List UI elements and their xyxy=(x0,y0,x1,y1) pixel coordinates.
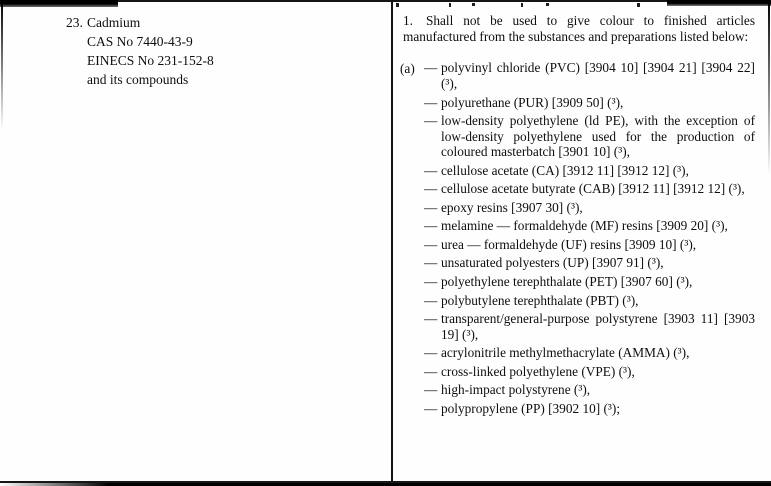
list-item xyxy=(403,255,755,271)
cas-number: CAS No 7440-43-9 xyxy=(87,33,193,49)
list-item-text: unsaturated polyesters (UP) [3907 91] (³), xyxy=(441,255,664,271)
compounds-note: and its compounds xyxy=(87,71,189,87)
list-item xyxy=(403,382,755,398)
substance-column xyxy=(2,0,391,90)
list-item xyxy=(403,274,755,290)
list-item-text: transparent/general-purpose polystyrene [3903 11] [3903 19] (³), xyxy=(441,311,755,342)
list-item xyxy=(403,364,755,380)
list-item-text: polyethylene terephthalate (PET) [3907 60] (³), xyxy=(441,274,693,289)
dash-bullet: — xyxy=(424,382,438,398)
dash-bullet: — xyxy=(424,236,438,252)
list-item-text: polyvinyl chloride (PVC) [3904 10] [3904 21] [3904 22] (³), xyxy=(441,60,755,91)
dash-bullet: — xyxy=(424,162,438,178)
list-item xyxy=(403,95,755,111)
dash-bullet: — xyxy=(424,94,438,110)
dash-bullet: — xyxy=(424,181,438,197)
list-item xyxy=(403,163,755,179)
dash-bullet: — xyxy=(424,255,438,271)
list-item-text: polypropylene (PP) [3902 10] (³); xyxy=(441,400,621,416)
dash-bullet: — xyxy=(424,113,438,129)
clause-number: 1. xyxy=(403,13,413,28)
substance-list xyxy=(400,60,755,416)
list-item-text: polybutylene terephthalate (PBT) (³), xyxy=(441,292,639,308)
list-item-text: high-impact polystyrene (³), xyxy=(441,382,591,398)
restriction-clause xyxy=(403,13,755,45)
dash-bullet: — xyxy=(424,274,438,289)
entry-number: 23. xyxy=(66,15,83,30)
list-item-text: urea — formaldehyde (UF) resins [3909 10] (³), xyxy=(441,236,697,252)
dash-bullet: — xyxy=(424,218,438,234)
dash-bullet: — xyxy=(424,311,438,327)
entry-details xyxy=(87,33,379,90)
list-item xyxy=(403,218,755,234)
dash-bullet: — xyxy=(424,345,438,361)
list-item xyxy=(403,345,755,361)
einecs-number: EINECS No 231-152-8 xyxy=(87,52,214,68)
dash-bullet: — xyxy=(424,60,438,76)
dash-bullet: — xyxy=(424,292,438,308)
list-item-text: cellulose acetate butyrate (CAB) [3912 11] [3912 12] (³), xyxy=(441,181,745,197)
list-item xyxy=(403,401,755,417)
list-label: (a) xyxy=(400,61,415,77)
restrictions-column xyxy=(393,0,769,419)
list-item xyxy=(403,181,755,197)
list-item-text: polyurethane (PUR) [3909 50] (³), xyxy=(441,94,624,110)
list-item xyxy=(403,60,755,91)
list-item-text: low-density polyethylene (ld PE), with the exception of low-density polyethylene used for the production of coloured masterbatch [3901 10] (³), xyxy=(441,113,755,160)
dash-bullet: — xyxy=(424,363,438,379)
list-item xyxy=(403,200,755,216)
list-item-text: epoxy resins [3907 30] (³), xyxy=(441,199,583,215)
entry-heading xyxy=(66,14,379,33)
list-item xyxy=(403,293,755,309)
clause-text: Shall not be used to give colour to finished articles manufactured from the substances and preparations listed below: xyxy=(403,13,755,45)
list-item xyxy=(403,113,755,160)
dash-bullet: — xyxy=(424,199,438,215)
list-item-text: melamine — formaldehyde (MF) resins [3909 20] (³), xyxy=(441,218,728,234)
list-item-text: acrylonitrile methylmethacrylate (AMMA) (³), xyxy=(441,345,690,361)
list-item xyxy=(403,311,755,342)
substance-name: Cadmium xyxy=(87,15,141,30)
list-item xyxy=(403,237,755,253)
list-item-text: cellulose acetate (CA) [3912 11] [3912 12] (³), xyxy=(441,162,689,178)
dash-bullet: — xyxy=(424,400,438,416)
list-item-text: cross-linked polyethylene (VPE) (³), xyxy=(441,363,635,379)
